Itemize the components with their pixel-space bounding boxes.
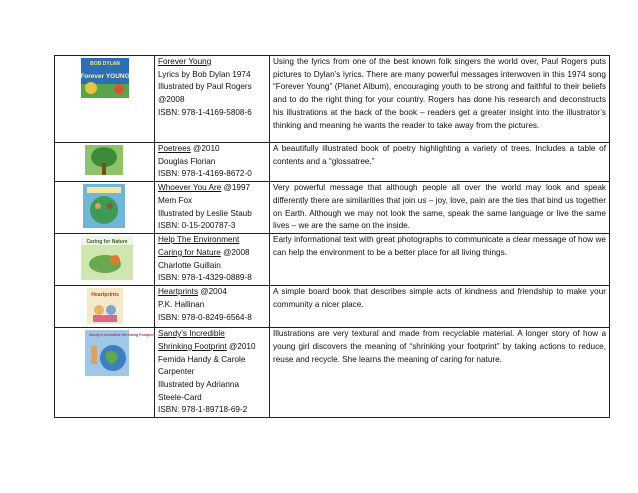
book-meta: Lyrics by Bob Dylan 1974: [158, 69, 251, 79]
book-meta: ISBN: 0-15-200787-3: [158, 221, 236, 231]
forever-young-cover-icon: [81, 58, 129, 98]
book-title-link[interactable]: Help The Environment: [158, 235, 240, 245]
sandys-shrinking-footprint-cover-icon: [85, 330, 155, 376]
book-meta: Illustrated by Paul Rogers: [158, 82, 252, 92]
table-row: [55, 56, 610, 143]
book-description: A simple board book that describes simple acts of kindness and friendship to make your community a nicer place.: [270, 286, 610, 328]
book-year: @2010: [226, 341, 256, 351]
book-info-cell: [155, 182, 270, 234]
book-description: Illustrations are very textural and made from recyclable material. A longer story of how a young girl discovers the meaning of “shrinking your footprint” by taking actions to reduce, reuse and recycle. She learns the meaning of caring for nature.: [270, 328, 610, 418]
table-row: [55, 286, 610, 328]
table-row: [55, 182, 610, 234]
cover-cell: [55, 143, 155, 182]
book-description: Early informational text with great photographs to communicate a clear message of how we can help the environment to be a better place for all living things.: [270, 234, 610, 286]
whoever-you-are-cover-icon: [83, 184, 125, 228]
cover-cell: [55, 56, 155, 143]
table-row: [55, 143, 610, 182]
book-description: Using the lyrics from one of the best known folk singers the world over, Paul Rogers puts pictures to Dylan’s lyrics. There are many powerful messages interwoven in this 1974 song “Forever Young” (Planet Album), encouraging youth to be strong and faithful to their beliefs and to do the right thing for your country. Rogers has done his research and deconstructs his illustrations at the back of the book – readers get a greater insight into the illustrator’s thinking and meaning he wants the reader to take away from the pictures.: [270, 56, 610, 143]
book-description: A beautifully illustrated book of poetry highlighting a variety of trees. Includes a table of contents and a “glossatree.”: [270, 143, 610, 182]
cover-title-text: Sandy's Incredible Shrinking Footprint: [89, 333, 155, 338]
book-title-link[interactable]: Poetrees: [158, 144, 191, 153]
book-year: @2010: [190, 144, 220, 153]
book-meta: Femida Handy & Carole: [158, 354, 246, 364]
book-title-link[interactable]: Forever Young: [158, 57, 212, 66]
book-info-cell: [155, 328, 270, 418]
cover-top-text: BOB DYLAN: [90, 61, 120, 67]
table-row: [55, 234, 610, 286]
book-year: @2008: [220, 247, 250, 257]
cover-title-text: Heartprints: [91, 292, 119, 299]
book-title-link[interactable]: Heartprints: [158, 287, 199, 297]
book-meta: Carpenter: [158, 367, 195, 377]
book-meta: Mem Fox: [158, 195, 193, 205]
book-meta: ISBN: 978-1-4169-5808-6: [158, 107, 252, 117]
heartprints-cover-icon: [87, 288, 123, 324]
book-title-link[interactable]: Whoever You Are: [158, 183, 222, 193]
book-meta: ISBN: 978-1-4169-8672-0: [158, 169, 252, 179]
book-info-cell: [155, 56, 270, 143]
book-title-link[interactable]: Sandy’s Incredible: [158, 329, 225, 339]
book-info-cell: [155, 286, 270, 328]
cover-cell: [55, 234, 155, 286]
book-year: @1997: [221, 183, 251, 193]
book-info-cell: [155, 234, 270, 286]
book-info-cell: [155, 143, 270, 182]
cover-cell: [55, 182, 155, 234]
book-meta: P.K. Hallinan: [158, 299, 205, 309]
cover-cell: [55, 286, 155, 328]
book-list-table: [54, 55, 610, 418]
book-title-link[interactable]: Caring for Nature: [158, 247, 221, 257]
cover-title-text: Caring for Nature: [86, 239, 128, 246]
cover-title-text: Forever YOUNG: [80, 73, 130, 80]
book-meta: Illustrated by Adrianna: [158, 379, 240, 389]
cover-cell: [55, 328, 155, 418]
book-meta: Steele-Card: [158, 392, 202, 402]
book-description: Very powerful message that although people all over the world may look and speak differently there are similarities that join us – joy, love, pain are the ties that bind us together on Earth. Although we may not look the same, speak the same language or live the same lives – we are the same on the inside.: [270, 182, 610, 234]
book-meta: Charlotte Guillain: [158, 260, 221, 270]
book-year: @2004: [198, 287, 227, 297]
book-meta: Douglas Florian: [158, 156, 216, 166]
poetrees-cover-icon: [85, 145, 123, 175]
book-meta: Illustrated by Leslie Staub: [158, 208, 252, 218]
book-meta: ISBN: 978-1-89718-69-2: [158, 405, 248, 415]
book-meta: @2008: [158, 95, 185, 105]
book-meta: ISBN: 978-1-4329-0889-8: [158, 273, 252, 283]
book-meta: ISBN: 978-0-8249-6564-8: [158, 312, 252, 322]
table-row: [55, 328, 610, 418]
caring-for-nature-cover-icon: [81, 236, 133, 280]
book-title-link[interactable]: Shrinking Footprint: [158, 341, 227, 351]
